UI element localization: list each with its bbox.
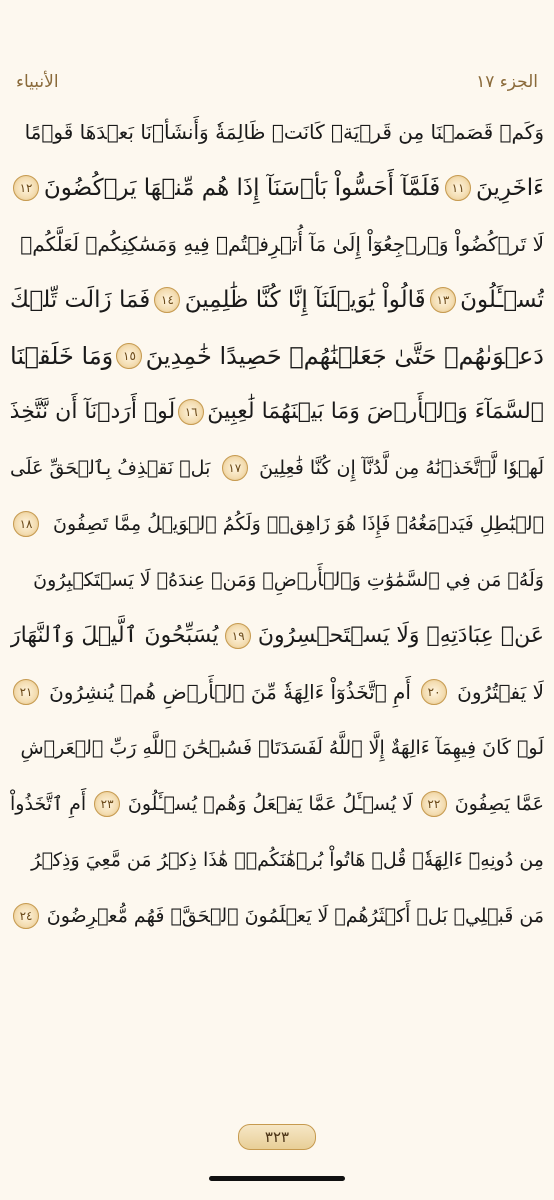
surah-name: الأنبياء (16, 72, 59, 92)
ayah-number-marker: ١٤ (154, 287, 180, 313)
ayah-number-marker: ٢٢ (421, 791, 447, 817)
verse-text: ءَاخَرِينَ (475, 175, 544, 201)
ayah-number-marker: ١٨ (13, 511, 39, 537)
text-line (10, 440, 544, 496)
verse-text: لَوۡ كَانَ فِيهِمَآ ءَالِهَةٌ إِلَّا ٱللَّهُ لَفَسَدَتَاۚ فَسُبۡحَٰنَ ٱللَّهِ رَبِّ ٱلۡعَرۡشِ (20, 737, 544, 759)
text-line (10, 720, 544, 776)
text-line (10, 160, 544, 216)
ayah-number-marker: ٢٠ (421, 679, 447, 705)
text-line (10, 832, 544, 888)
page-header (16, 64, 538, 100)
ayah-number-marker: ٢١ (13, 679, 39, 705)
verse-text: أَمِ ٱتَّخَذُواْ (10, 793, 87, 815)
verse-text: يُسَبِّحُونَ ٱلَّيۡلَ وَٱلنَّهَارَ (10, 623, 219, 648)
juz-label: الجزء ١٧ (476, 72, 538, 92)
text-line (10, 776, 544, 832)
verse-text: بَلۡ نَقۡذِفُ بِٱلۡحَقِّ عَلَى (10, 457, 211, 479)
quran-text (10, 104, 544, 944)
verse-text: قَالُواْ يَٰوَيۡلَنَآ إِنَّا كُنَّا ظَٰلِمِينَ (184, 287, 426, 313)
verse-text: لَا يَفۡتُرُونَ (457, 680, 544, 704)
verse-text: لَا يُسۡـَٔلُ عَمَّا يَفۡعَلُ وَهُمۡ يُسۡـَٔلُونَ (127, 793, 414, 815)
ayah-number-marker: ١٩ (225, 623, 251, 649)
verse-text: ٱلسَّمَآءَ وَٱلۡأَرۡضَ وَمَا بَيۡنَهُمَا لَٰعِبِينَ (207, 399, 544, 424)
verse-text: لَهۡوٗا لَّٱتَّخَذۡنَٰهُ مِن لَّدُنَّآ إِن كُنَّا فَٰعِلِينَ (259, 457, 544, 479)
page-footer (0, 1124, 554, 1150)
ayah-number-marker: ٢٣ (94, 791, 120, 817)
text-line (10, 104, 544, 160)
verse-text: وَمَا خَلَقۡنَا (10, 342, 114, 370)
text-line (10, 888, 544, 944)
text-line (10, 272, 544, 328)
text-line (10, 328, 544, 384)
ayah-number-marker: ١٥ (116, 343, 142, 369)
verse-text: وَكَمۡ قَصَمۡنَا مِن قَرۡيَةٖ كَانَتۡ ظَالِمَةٗ وَأَنشَأۡنَا بَعۡدَهَا قَوۡمًا (24, 120, 544, 144)
text-line (10, 216, 544, 272)
text-line (10, 552, 544, 608)
verse-text: لَوۡ أَرَدۡنَآ أَن نَّتَّخِذَ (10, 399, 176, 424)
verse-text: تُسۡـَٔلُونَ (460, 287, 544, 313)
home-indicator[interactable] (209, 1176, 345, 1181)
verse-text: وَلَهُۥ مَن فِي ٱلسَّمَٰوَٰتِ وَٱلۡأَرۡضِۚ وَمَنۡ عِندَهُۥ لَا يَسۡتَكۡبِرُونَ (33, 569, 544, 591)
ayah-number-marker: ١٦ (178, 399, 204, 425)
verse-text: عَمَّا يَصِفُونَ (454, 793, 544, 815)
verse-text: عَنۡ عِبَادَتِهِۦ وَلَا يَسۡتَحۡسِرُونَ (257, 623, 544, 648)
ayah-number-marker: ١٣ (430, 287, 456, 313)
ayah-number-marker: ١١ (445, 175, 471, 201)
text-line (10, 384, 544, 440)
verse-text: دَعۡوَىٰهُمۡ حَتَّىٰ جَعَلۡنَٰهُمۡ حَصِيدًا خَٰمِدِينَ (145, 342, 544, 370)
ayah-number-marker: ١٢ (13, 175, 39, 201)
verse-text: أَمِ ٱتَّخَذُوٓاْ ءَالِهَةٗ مِّنَ ٱلۡأَرۡضِ هُمۡ يُنشِرُونَ (49, 680, 411, 704)
verse-text: ٱلۡبَٰطِلِ فَيَدۡمَغُهُۥ فَإِذَا هُوَ زَاهِقٞۚ وَلَكُمُ ٱلۡوَيۡلُ مِمَّا تَصِفُونَ (53, 513, 544, 535)
verse-text: مِن دُونِهِۦٓ ءَالِهَةٗۖ قُلۡ هَاتُواْ بُرۡهَٰنَكُمۡۖ هَٰذَا ذِكۡرُ مَن مَّعِيَ وَذِكۡرُ (31, 849, 544, 871)
ayah-number-marker: ١٧ (222, 455, 248, 481)
text-line (10, 496, 544, 552)
verse-text: لَا تَرۡكُضُواْ وَٱرۡجِعُوٓاْ إِلَىٰ مَآ أُتۡرِفۡتُمۡ فِيهِ وَمَسَٰكِنِكُمۡ لَعَلَّكُمۡ (20, 232, 544, 256)
ayah-number-marker: ٢٤ (13, 903, 39, 929)
verse-text: مَن قَبۡلِيۗ بَلۡ أَكۡثَرُهُمۡ لَا يَعۡلَمُونَ ٱلۡحَقَّۖ فَهُم مُّعۡرِضُونَ (46, 905, 544, 927)
text-line (10, 608, 544, 664)
page-number: ٣٢٣ (238, 1124, 316, 1150)
text-line (10, 664, 544, 720)
verse-text: فَلَمَّآ أَحَسُّواْ بَأۡسَنَآ إِذَا هُم مِّنۡهَا يَرۡكُضُونَ (43, 175, 441, 201)
verse-text: فَمَا زَالَت تِّلۡكَ (10, 287, 151, 313)
